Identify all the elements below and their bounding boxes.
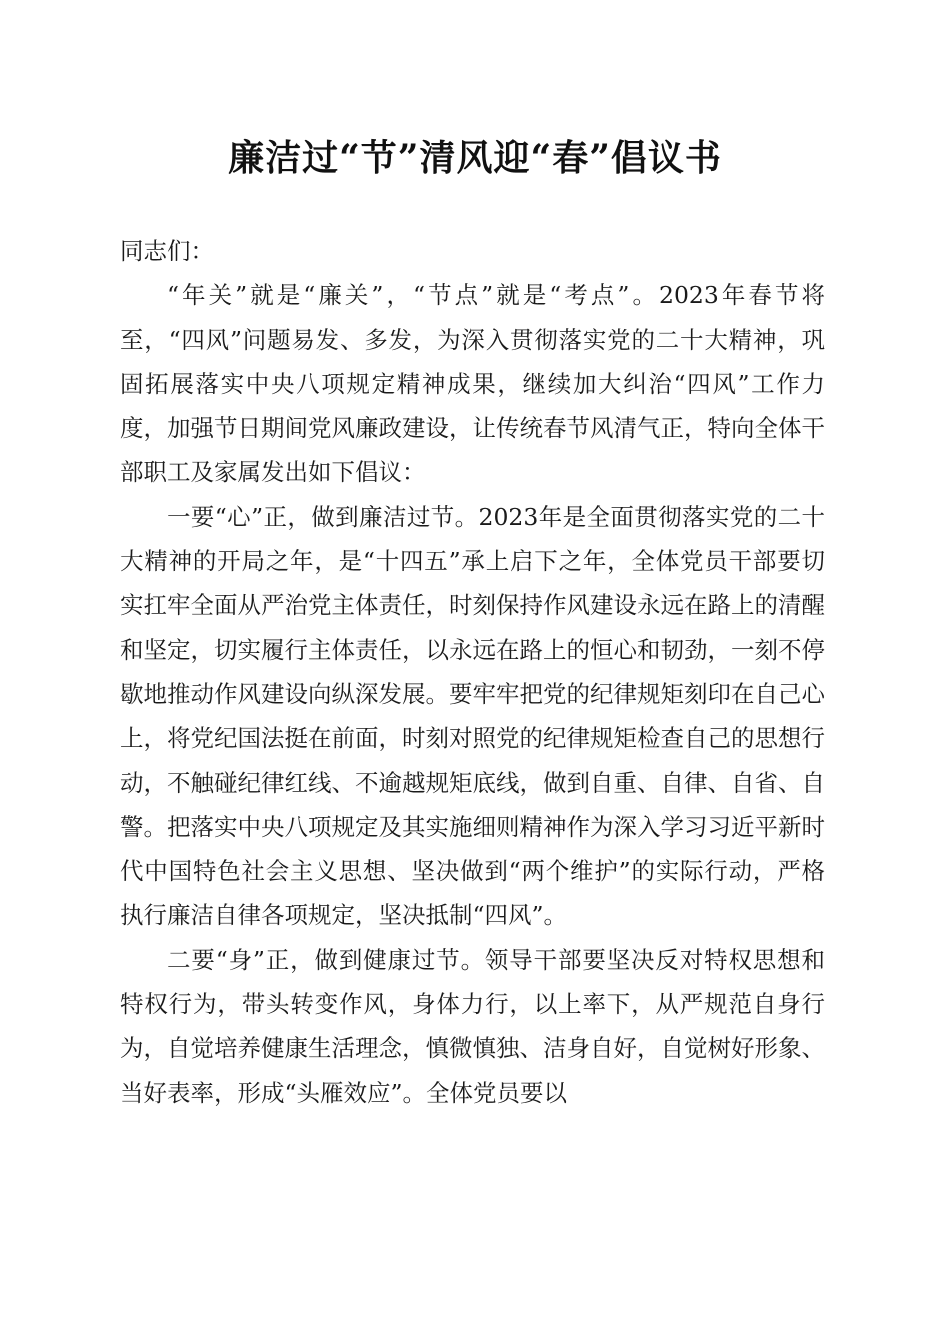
document-title: 廉洁过“节”清风迎“春”倡议书 (228, 137, 722, 179)
paragraph-first-proposal: 一要“心”正，做到廉洁过节。2023年是全面贯彻落实党的二十大精神的开局之年，是“十四五”承上启下之年，全体党员干部要切实扛牢全面从严治党主体责任，时刻保持作风建设永远在路上的清醒和坚定，切实履行主体责任，以永远在路上的恒心和韧劲，一刻不停歇地推动作风建设向纵深发展。要牢牢把党的纪律规矩刻印在自己心上，将党纪国法挺在前面，时刻对照党的纪律规矩检查自己的思想行动，不触碰纪律红线、不逾越规矩底线，做到自重、自律、自省、自警。把落实中央八项规定及其实施细则精神作为深入学习习近平新时代中国特色社会主义思想、坚决做到“两个维护”的实际行动，严格执行廉洁自律各项规定，坚决抵制“四风”。 (120, 502, 825, 930)
paragraph-second-proposal: 二要“身”正，做到健康过节。领导干部要坚决反对特权思想和特权行为，带头转变作风，身体力行，以上率下，从严规范自身行为，自觉培养健康生活理念，慎微慎独、洁身自好，自觉树好形象、当好表率，形成“头雁效应”。全体党员要以 (120, 945, 825, 1107)
greeting: 同志们： (120, 237, 214, 265)
paragraph-intro: “年关”就是“廉关”，“节点”就是“考点”。2023年春节将至，“四风”问题易发、多发，为深入贯彻落实党的二十大精神，巩固拓展落实中央八项规定精神成果，继续加大纠治“四风”工作力度，加强节日期间党风廉政建设，让传统春节风清气正，特向全体干部职工及家属发出如下倡议： (120, 281, 825, 487)
document-body (120, 229, 825, 1115)
